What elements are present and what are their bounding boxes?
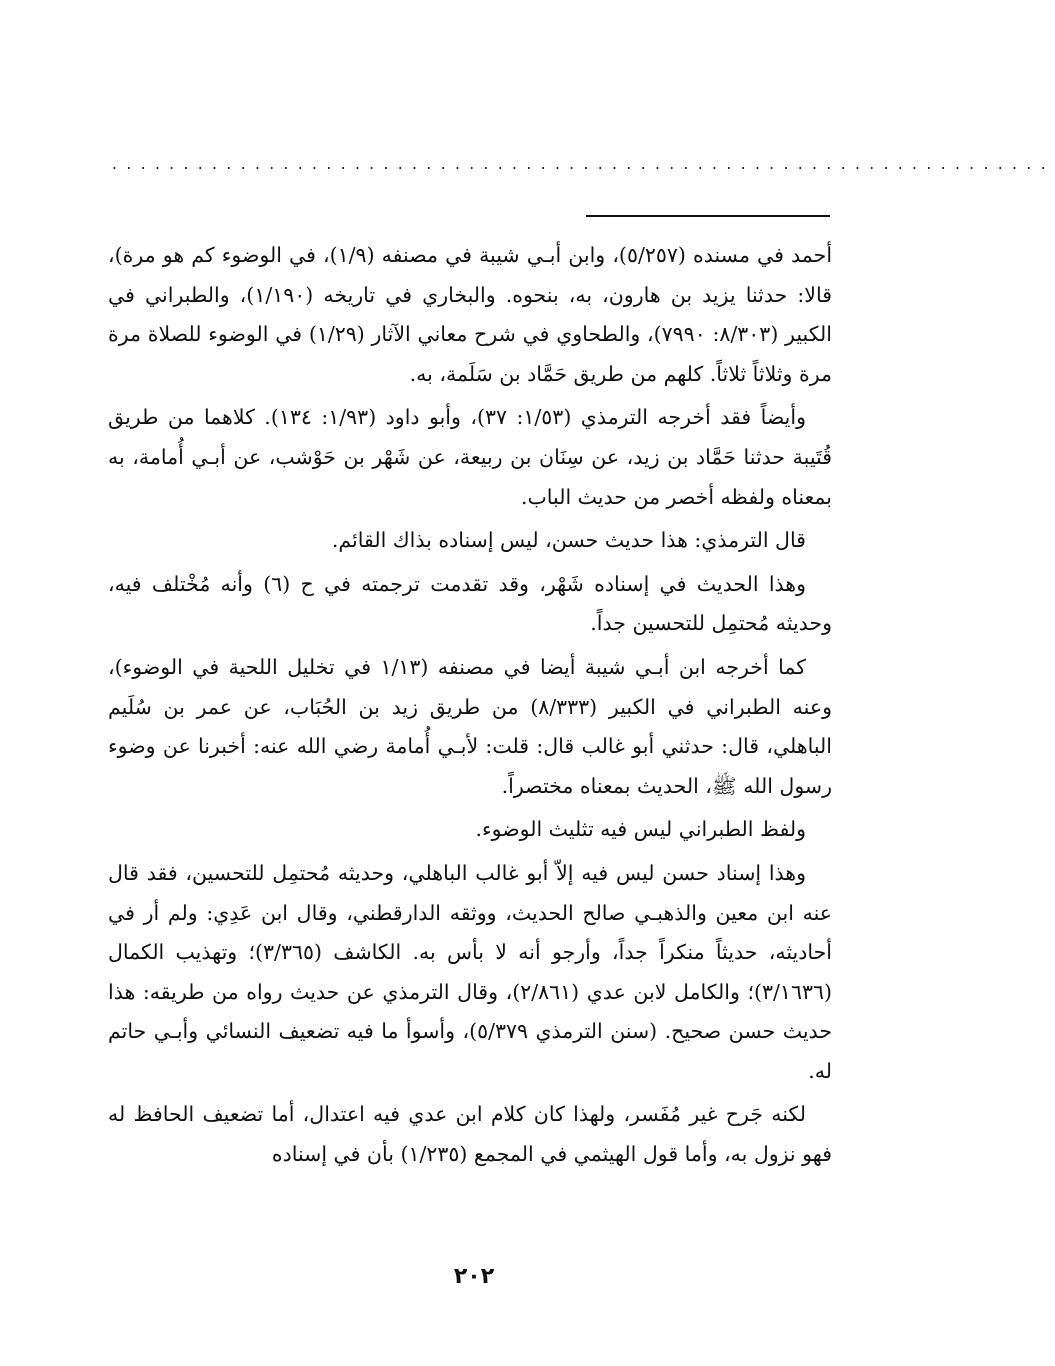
- footnote-rule: [586, 215, 830, 217]
- paragraph-5: كما أخرجه ابن أبـي شيبة أيضا في مصنفه (١/١٣ في تخليل اللحية في الوضوء)، وعنه الطبراني في الكبير (٨/٣٣٣) من طريق زيد بن الحُبَاب، عن عمر بن سُلَيم الباهلي، قال: حدثني أبو غالب قال: قلت: لأبـي أُمامة رضي الله عنه: أخبرنا عن وضوء رسول الله ﷺ، الحديث بمعناه مختصراً.: [108, 654, 832, 798]
- paragraph-3: قال الترمذي: هذا حديث حسن، ليس إسناده بذاك القائم.: [331, 528, 806, 553]
- paragraph-7: وهذا إسناد حسن ليس فيه إلاّ أبو غالب الباهلي، وحديثه مُحتمِل للتحسين، فقد قال عنه ابن معين والذهبـي صالح الحديث، ووثقه الدارقطني، وقال ابن عَدِي: ولم أر في أحاديثه، حديثاً منكراً جداً، وأرجو أنه لا بأس به. الكاشف (٣/٣٦٥)؛ وتهذيب الكمال (٣/١٦٣٦)؛ والكامل لابن عدي (٢/٨٦١)، وقال الترمذي عن حديث رواه من طريقه: هذا حديث حسن صحيح. (سنن الترمذي ٥/٣٧٩)، وأسوأ ما فيه تضعيف النسائي وأبـي حاتم له.: [108, 860, 832, 1083]
- dotted-separator: ..................................................................: [112, 154, 1055, 173]
- paragraph-1: أحمد في مسنده (٥/٢٥٧)، وابن أبـي شيبة في مصنفه (١/٩)، في الوضوء كم هو مرة)، قالا: حدثنا يزيد بن هارون، به، بنحوه. والبخاري في تاريخه (١/١٩٠)، والطبراني في الكبير (٨/٣٠٣: ٧٩٩٠)، والطحاوي في شرح معاني الآثار (١/٢٩) في الوضوء للصلاة مرة مرة وثلاثاً ثلاثاً. كلهم من طريق حَمَّاد بن سَلَمة، به.: [108, 243, 833, 386]
- paragraph-8: لكنه جَرح غير مُفَسر، ولهذا كان كلام ابن عدي فيه اعتدال، أما تضعيف الحافظ له فهو نزول به، وأما قول الهيثمي في المجمع (١/٢٣٥) بأن في إسناده: [108, 1102, 832, 1167]
- paragraph-4: وهذا الحديث في إسناده شَهْر، وقد تقدمت ترجمته في ح (٦) وأنه مُخْتلف فيه، وحديثه مُحتمِل للتحسين جداً.: [108, 571, 832, 636]
- page-number: ٢٠٢: [453, 1264, 495, 1289]
- paragraph-2: وأيضاً فقد أخرجه الترمذي (١/٥٣: ٣٧)، وأبو داود (١/٩٣: ١٣٤). كلاهما من طريق قُتَيبة حدثنا حَمَّاد بن زيد، عن سِنَان بن ربيعة، عن شَهْر بن حَوْشب، عن أبـي أُمامة، به بمعناه ولفظه أخصر من حديث الباب.: [108, 405, 832, 509]
- footnote-body: [108, 236, 832, 1179]
- paragraph-6: ولفظ الطبراني ليس فيه تثليث الوضوء.: [475, 817, 806, 842]
